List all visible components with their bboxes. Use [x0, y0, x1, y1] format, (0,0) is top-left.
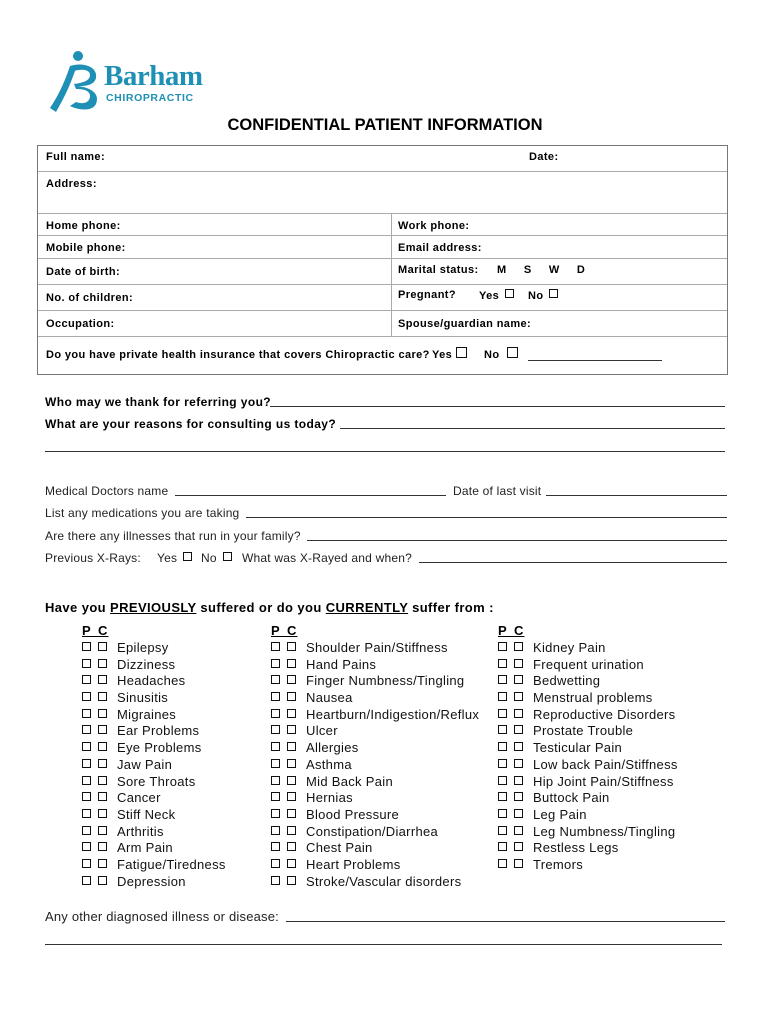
current-checkbox[interactable] [98, 826, 107, 835]
xrayed-field[interactable] [419, 562, 727, 563]
condition-label: Jaw Pain [117, 756, 173, 772]
current-checkbox[interactable] [514, 659, 523, 668]
current-checkbox[interactable] [98, 842, 107, 851]
condition-item [82, 774, 226, 791]
last-visit-field[interactable] [546, 495, 727, 496]
condition-item [82, 673, 226, 690]
occupation-label: Occupation: [46, 318, 115, 330]
previous-checkbox[interactable] [498, 659, 507, 668]
referral-label: Who may we thank for referring you? [45, 395, 272, 409]
condition-item [82, 874, 226, 891]
condition-item [271, 707, 479, 724]
condition-label: Buttock Pain [533, 790, 610, 806]
current-checkbox[interactable] [287, 759, 296, 768]
barham-logo-icon [48, 48, 108, 112]
current-checkbox[interactable] [98, 776, 107, 785]
condition-item [271, 757, 479, 774]
condition-label: Headaches [117, 673, 186, 689]
condition-label: Dizziness [117, 656, 176, 672]
previous-checkbox[interactable] [498, 809, 507, 818]
current-checkbox[interactable] [287, 692, 296, 701]
condition-item [271, 673, 479, 690]
marital-options[interactable]: M S W D [497, 264, 586, 276]
condition-item [498, 640, 678, 657]
previous-checkbox[interactable] [271, 809, 280, 818]
previous-checkbox[interactable] [271, 742, 280, 751]
previous-checkbox[interactable] [271, 642, 280, 651]
previous-checkbox[interactable] [498, 859, 507, 868]
current-checkbox[interactable] [287, 709, 296, 718]
pregnant-no-checkbox[interactable] [549, 289, 558, 298]
condition-label: Leg Pain [533, 806, 587, 822]
condition-item [82, 757, 226, 774]
condition-label: Constipation/Diarrhea [306, 823, 439, 839]
condition-item [271, 690, 479, 707]
children-label: No. of children: [46, 292, 134, 304]
condition-label: Testicular Pain [533, 740, 623, 756]
insurance-yes-checkbox[interactable] [456, 347, 467, 358]
condition-label: Blood Pressure [306, 806, 400, 822]
condition-item [82, 824, 226, 841]
other-illness-label: Any other diagnosed illness or disease: [45, 909, 279, 924]
current-checkbox[interactable] [514, 642, 523, 651]
condition-item [498, 790, 678, 807]
condition-item [498, 740, 678, 757]
spouse-label: Spouse/guardian name: [398, 318, 532, 330]
previous-checkbox[interactable] [498, 842, 507, 851]
current-checkbox[interactable] [287, 809, 296, 818]
pregnant-yes-checkbox[interactable] [505, 289, 514, 298]
insurance-no-label: No [484, 349, 500, 361]
reasons-label: What are your reasons for consulting us today? [45, 417, 337, 431]
condition-label: Migraines [117, 706, 177, 722]
condition-item [271, 824, 479, 841]
condition-item [498, 824, 678, 841]
previous-checkbox[interactable] [82, 692, 91, 701]
current-checkbox[interactable] [98, 659, 107, 668]
previous-checkbox[interactable] [271, 675, 280, 684]
pregnant-no-label: No [528, 290, 544, 302]
previous-checkbox[interactable] [498, 692, 507, 701]
previous-checkbox[interactable] [498, 675, 507, 684]
address-label: Address: [46, 178, 97, 190]
condition-item [82, 740, 226, 757]
condition-label: Leg Numbness/Tingling [533, 823, 676, 839]
condition-label: Eye Problems [117, 740, 202, 756]
doctor-label: Medical Doctors name [45, 484, 169, 498]
insurance-yes-label: Yes [432, 349, 453, 361]
previous-checkbox[interactable] [82, 859, 91, 868]
xrayed-label: What was X-Rayed and when? [242, 551, 412, 565]
condition-item [271, 807, 479, 824]
current-checkbox[interactable] [98, 742, 107, 751]
heading-previously: PREVIOUSLY [110, 600, 197, 615]
conditions-column-3 [498, 640, 678, 874]
condition-label: Arm Pain [117, 840, 173, 856]
current-checkbox[interactable] [514, 675, 523, 684]
current-checkbox[interactable] [514, 692, 523, 701]
work-phone-label: Work phone: [398, 220, 470, 232]
previous-checkbox[interactable] [498, 776, 507, 785]
previous-checkbox[interactable] [271, 692, 280, 701]
previous-checkbox[interactable] [271, 826, 280, 835]
full-name-label: Full name: [46, 151, 106, 163]
email-label: Email address: [398, 242, 482, 254]
heading-part-a: Have you [45, 600, 111, 615]
logo-sub: CHIROPRACTIC [106, 92, 194, 104]
current-checkbox[interactable] [287, 659, 296, 668]
condition-label: Arthritis [117, 823, 164, 839]
insurance-no[interactable] [484, 347, 518, 361]
pc-header-col2: P C [271, 623, 298, 638]
previous-checkbox[interactable] [498, 725, 507, 734]
condition-label: Fatigue/Tiredness [117, 856, 226, 872]
condition-item [271, 723, 479, 740]
xrays-no[interactable] [201, 551, 239, 565]
previous-checkbox[interactable] [82, 759, 91, 768]
condition-item [271, 857, 479, 874]
condition-item [82, 857, 226, 874]
current-checkbox[interactable] [514, 725, 523, 734]
insurance-details-field[interactable] [528, 360, 662, 361]
marital-label: Marital status: [398, 264, 479, 276]
condition-item [82, 807, 226, 824]
condition-label: Bedwetting [533, 673, 601, 689]
previous-checkbox[interactable] [82, 659, 91, 668]
condition-label: Restless Legs [533, 840, 619, 856]
previous-checkbox[interactable] [271, 876, 280, 885]
condition-label: Tremors [533, 856, 584, 872]
condition-item [271, 790, 479, 807]
condition-label: Prostate Trouble [533, 723, 634, 739]
condition-label: Stroke/Vascular disorders [306, 873, 462, 889]
condition-label: Hand Pains [306, 656, 377, 672]
current-checkbox[interactable] [98, 876, 107, 885]
condition-label: Nausea [306, 690, 353, 706]
insurance-no-checkbox[interactable] [507, 347, 518, 358]
condition-item [82, 657, 226, 674]
condition-label: Mid Back Pain [306, 773, 393, 789]
page-title: CONFIDENTIAL PATIENT INFORMATION [227, 116, 543, 134]
family-illness-label: Are there any illnesses that run in your family? [45, 529, 301, 543]
condition-label: Heart Problems [306, 856, 401, 872]
condition-label: Kidney Pain [533, 640, 606, 655]
current-checkbox[interactable] [98, 725, 107, 734]
condition-label: Low back Pain/Stiffness [533, 756, 678, 772]
previous-checkbox[interactable] [271, 792, 280, 801]
condition-label: Sinusitis [117, 690, 169, 706]
condition-item [271, 840, 479, 857]
heading-part-e: suffer from : [408, 600, 494, 615]
pregnant-no[interactable] [528, 289, 565, 302]
dob-label: Date of birth: [46, 266, 121, 278]
condition-label: Asthma [306, 756, 352, 772]
condition-item [82, 640, 226, 657]
xrays-no-checkbox[interactable] [223, 552, 232, 561]
patient-info-table [37, 145, 728, 375]
conditions-heading [45, 600, 494, 615]
condition-item [82, 690, 226, 707]
xrays-no-label: No [201, 551, 217, 565]
pc-header-col3: P C [498, 623, 525, 638]
condition-item [82, 840, 226, 857]
insurance-label: Do you have private health insurance that covers Chiropractic care? [46, 349, 430, 361]
condition-label: Hernias [306, 790, 353, 806]
current-checkbox[interactable] [514, 859, 523, 868]
condition-label: Cancer [117, 790, 161, 806]
pregnant-label: Pregnant? [398, 289, 456, 301]
condition-label: Stiff Neck [117, 806, 176, 822]
home-phone-label: Home phone: [46, 220, 121, 232]
current-checkbox[interactable] [98, 675, 107, 684]
current-checkbox[interactable] [514, 759, 523, 768]
current-checkbox[interactable] [514, 742, 523, 751]
condition-item [82, 707, 226, 724]
current-checkbox[interactable] [98, 692, 107, 701]
current-checkbox[interactable] [514, 776, 523, 785]
previous-checkbox[interactable] [271, 725, 280, 734]
condition-item [498, 723, 678, 740]
current-checkbox[interactable] [514, 792, 523, 801]
condition-item [82, 790, 226, 807]
condition-item [271, 874, 479, 891]
referral-field[interactable] [270, 406, 725, 407]
previous-checkbox[interactable] [82, 792, 91, 801]
previous-checkbox[interactable] [498, 742, 507, 751]
previous-checkbox[interactable] [271, 776, 280, 785]
previous-checkbox[interactable] [82, 826, 91, 835]
previous-checkbox[interactable] [82, 842, 91, 851]
previous-checkbox[interactable] [498, 642, 507, 651]
medications-field[interactable] [246, 517, 727, 518]
current-checkbox[interactable] [98, 809, 107, 818]
current-checkbox[interactable] [287, 876, 296, 885]
date-label: Date: [529, 151, 559, 163]
current-checkbox[interactable] [98, 792, 107, 801]
condition-label: Sore Throats [117, 773, 196, 789]
reasons-field-line2[interactable] [45, 451, 725, 452]
condition-item [498, 774, 678, 791]
current-checkbox[interactable] [514, 826, 523, 835]
condition-item [498, 857, 678, 874]
current-checkbox[interactable] [287, 859, 296, 868]
pc-header-col1: P C [82, 623, 109, 638]
family-illness-field[interactable] [307, 540, 727, 541]
condition-label: Hip Joint Pain/Stiffness [533, 773, 674, 789]
current-checkbox[interactable] [287, 642, 296, 651]
current-checkbox[interactable] [98, 642, 107, 651]
xrays-yes[interactable] [157, 551, 199, 565]
condition-label: Shoulder Pain/Stiffness [306, 640, 448, 655]
condition-item [498, 840, 678, 857]
current-checkbox[interactable] [98, 709, 107, 718]
current-checkbox[interactable] [287, 826, 296, 835]
heading-part-c: suffered or do you [196, 600, 326, 615]
previous-checkbox[interactable] [498, 792, 507, 801]
medications-label: List any medications you are taking [45, 506, 240, 520]
previous-checkbox[interactable] [271, 759, 280, 768]
condition-label: Allergies [306, 740, 359, 756]
xrays-yes-checkbox[interactable] [183, 552, 192, 561]
current-checkbox[interactable] [98, 859, 107, 868]
mobile-phone-label: Mobile phone: [46, 242, 126, 254]
condition-item [498, 673, 678, 690]
previous-checkbox[interactable] [82, 876, 91, 885]
previous-checkbox[interactable] [498, 826, 507, 835]
xrays-yes-label: Yes [157, 551, 178, 565]
previous-checkbox[interactable] [271, 842, 280, 851]
pregnant-yes[interactable] [479, 289, 521, 302]
previous-checkbox[interactable] [82, 809, 91, 818]
doctor-field[interactable] [175, 495, 446, 496]
last-visit-label: Date of last visit [453, 484, 542, 498]
condition-label: Ulcer [306, 723, 338, 739]
previous-checkbox[interactable] [271, 709, 280, 718]
condition-label: Finger Numbness/Tingling [306, 673, 465, 689]
current-checkbox[interactable] [514, 709, 523, 718]
heading-currently: CURRENTLY [325, 600, 409, 615]
condition-item [271, 657, 479, 674]
condition-item [82, 723, 226, 740]
condition-label: Depression [117, 873, 186, 889]
pregnant-yes-label: Yes [479, 290, 500, 302]
condition-item [498, 707, 678, 724]
current-checkbox[interactable] [514, 842, 523, 851]
previous-checkbox[interactable] [82, 709, 91, 718]
previous-checkbox[interactable] [82, 742, 91, 751]
previous-checkbox[interactable] [82, 725, 91, 734]
condition-label: Chest Pain [306, 840, 373, 856]
condition-label: Heartburn/Indigestion/Reflux [306, 706, 480, 722]
current-checkbox[interactable] [287, 675, 296, 684]
condition-item [271, 640, 479, 657]
condition-item [498, 757, 678, 774]
previous-checkbox[interactable] [498, 709, 507, 718]
reasons-field[interactable] [340, 428, 725, 429]
condition-label: Epilepsy [117, 640, 169, 655]
condition-item [498, 807, 678, 824]
current-checkbox[interactable] [98, 759, 107, 768]
logo-brand: Barham [104, 60, 203, 92]
current-checkbox[interactable] [287, 842, 296, 851]
condition-item [271, 774, 479, 791]
other-illness-field[interactable] [286, 921, 725, 922]
previous-checkbox[interactable] [82, 675, 91, 684]
condition-label: Ear Problems [117, 723, 200, 739]
previous-checkbox[interactable] [498, 759, 507, 768]
conditions-column-1 [82, 640, 226, 890]
condition-item [271, 740, 479, 757]
other-illness-field-line2[interactable] [45, 944, 722, 945]
current-checkbox[interactable] [287, 725, 296, 734]
condition-item [498, 657, 678, 674]
current-checkbox[interactable] [287, 792, 296, 801]
current-checkbox[interactable] [287, 742, 296, 751]
previous-checkbox[interactable] [82, 776, 91, 785]
previous-checkbox[interactable] [82, 642, 91, 651]
previous-checkbox[interactable] [271, 859, 280, 868]
current-checkbox[interactable] [287, 776, 296, 785]
insurance-yes[interactable] [432, 347, 467, 361]
condition-label: Menstrual problems [533, 690, 653, 706]
condition-label: Frequent urination [533, 656, 644, 672]
current-checkbox[interactable] [514, 809, 523, 818]
conditions-column-2 [271, 640, 479, 890]
condition-label: Reproductive Disorders [533, 706, 676, 722]
condition-item [498, 690, 678, 707]
logo [48, 48, 218, 112]
xrays-label: Previous X-Rays: [45, 551, 141, 565]
previous-checkbox[interactable] [271, 659, 280, 668]
